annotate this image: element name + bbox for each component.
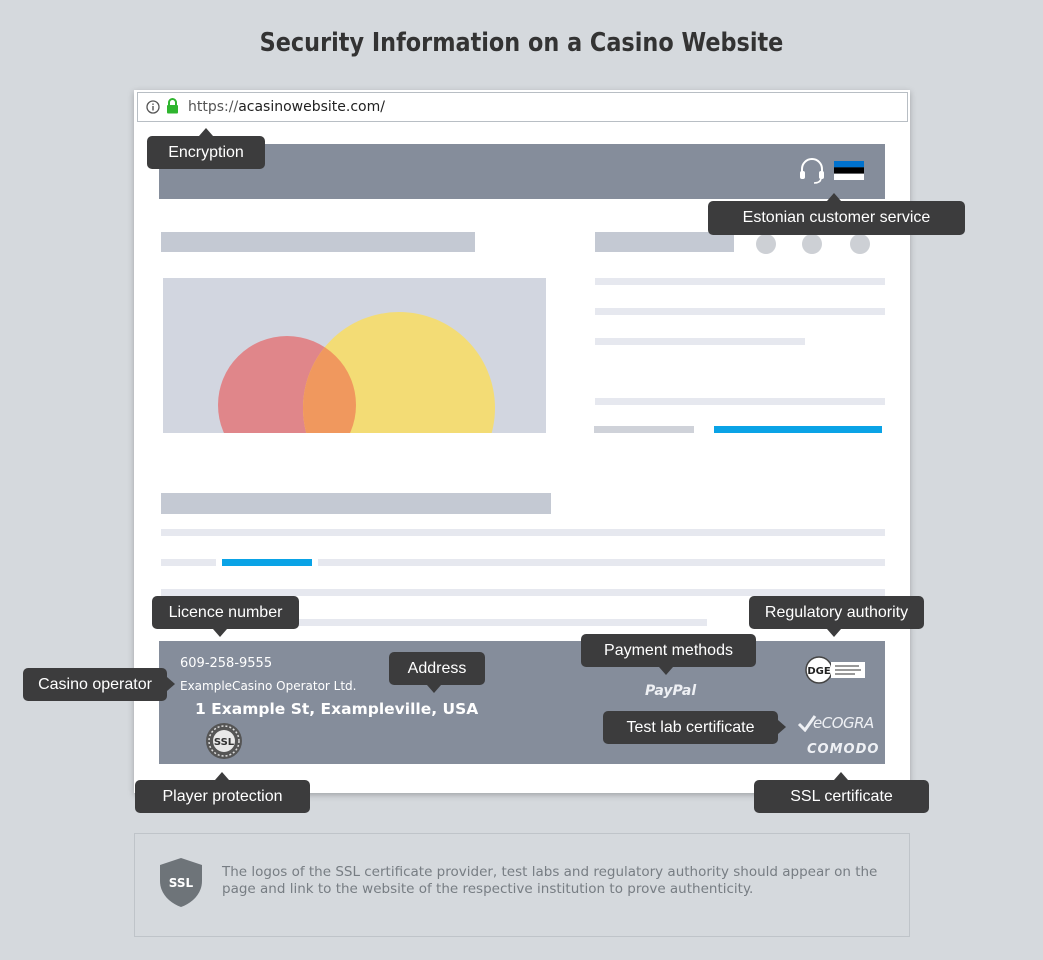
headset-icon[interactable] (798, 157, 826, 185)
callout-player-protection: Player protection (135, 780, 310, 813)
callout-test-lab: Test lab certificate (603, 711, 778, 744)
callout-pointer (427, 685, 441, 693)
hero-image (163, 278, 546, 433)
estonian-flag-icon[interactable] (834, 161, 864, 180)
text-line-placeholder (318, 559, 885, 566)
ssl-seal-icon[interactable] (205, 722, 243, 760)
text-line-placeholder (595, 338, 805, 345)
callout-ssl-certificate: SSL certificate (754, 780, 929, 813)
note-text: The logos of the SSL certificate provider, test labs and regulatory authority should appear on the page and link to the website of the respective institution to prove authenticity. (222, 864, 878, 897)
paypal-logo[interactable]: PayPal (645, 683, 697, 699)
dge-logo-icon (803, 656, 865, 684)
url-text[interactable] (188, 99, 385, 115)
callout-pointer (827, 629, 841, 637)
heading-placeholder (595, 232, 734, 252)
text-line-placeholder (595, 278, 885, 285)
ssl-shield-icon (159, 857, 203, 908)
page-title: Security Information on a Casino Website (259, 28, 784, 58)
lock-icon (166, 98, 179, 114)
callout-encryption: Encryption (147, 136, 265, 169)
text-line-placeholder (595, 398, 885, 405)
operator-name: ExampleCasino Operator Ltd. (180, 679, 357, 693)
text-line-placeholder (161, 589, 885, 596)
text-line-placeholder (595, 308, 885, 315)
callout-regulatory-authority: Regulatory authority (749, 596, 924, 629)
ssl-seal-label: SSL (213, 737, 235, 748)
callout-casino-operator: Casino operator (23, 668, 167, 701)
callout-customer-service: Estonian customer service (708, 201, 965, 235)
ecogra-logo[interactable]: eCOGRA (813, 714, 874, 732)
url-scheme: https:// (188, 99, 239, 115)
shield-label: SSL (168, 876, 194, 890)
carousel-dot[interactable] (756, 234, 776, 254)
callout-pointer (834, 772, 848, 780)
callout-pointer (659, 667, 673, 675)
link-placeholder[interactable] (222, 559, 312, 566)
callout-pointer (778, 720, 786, 734)
operator-address: 1 Example St, Exampleville, USA (195, 700, 479, 718)
callout-address: Address (389, 652, 485, 685)
regulator-logo-label: DGE (807, 666, 831, 677)
regulator-logo[interactable] (803, 656, 865, 684)
carousel-dot[interactable] (850, 234, 870, 254)
callout-pointer (827, 193, 841, 201)
callout-pointer (215, 772, 229, 780)
licence-number: 609-258-9555 (180, 656, 273, 671)
url-host: acasinowebsite.com/ (238, 99, 385, 115)
progress-track (594, 426, 694, 433)
comodo-logo[interactable]: COMODO (807, 742, 880, 757)
circles-illustration (163, 278, 546, 433)
callout-pointer (199, 128, 213, 136)
text-line-placeholder (161, 559, 216, 566)
heading-placeholder (161, 232, 475, 252)
heading-placeholder (161, 493, 551, 514)
text-line-placeholder (161, 529, 885, 536)
callout-pointer (213, 629, 227, 637)
callout-licence-number: Licence number (152, 596, 299, 629)
callout-pointer (167, 677, 175, 691)
link-placeholder[interactable] (714, 426, 882, 433)
site-header (159, 144, 885, 199)
callout-payment-methods: Payment methods (581, 634, 756, 667)
info-icon[interactable] (146, 100, 160, 114)
carousel-dot[interactable] (802, 234, 822, 254)
